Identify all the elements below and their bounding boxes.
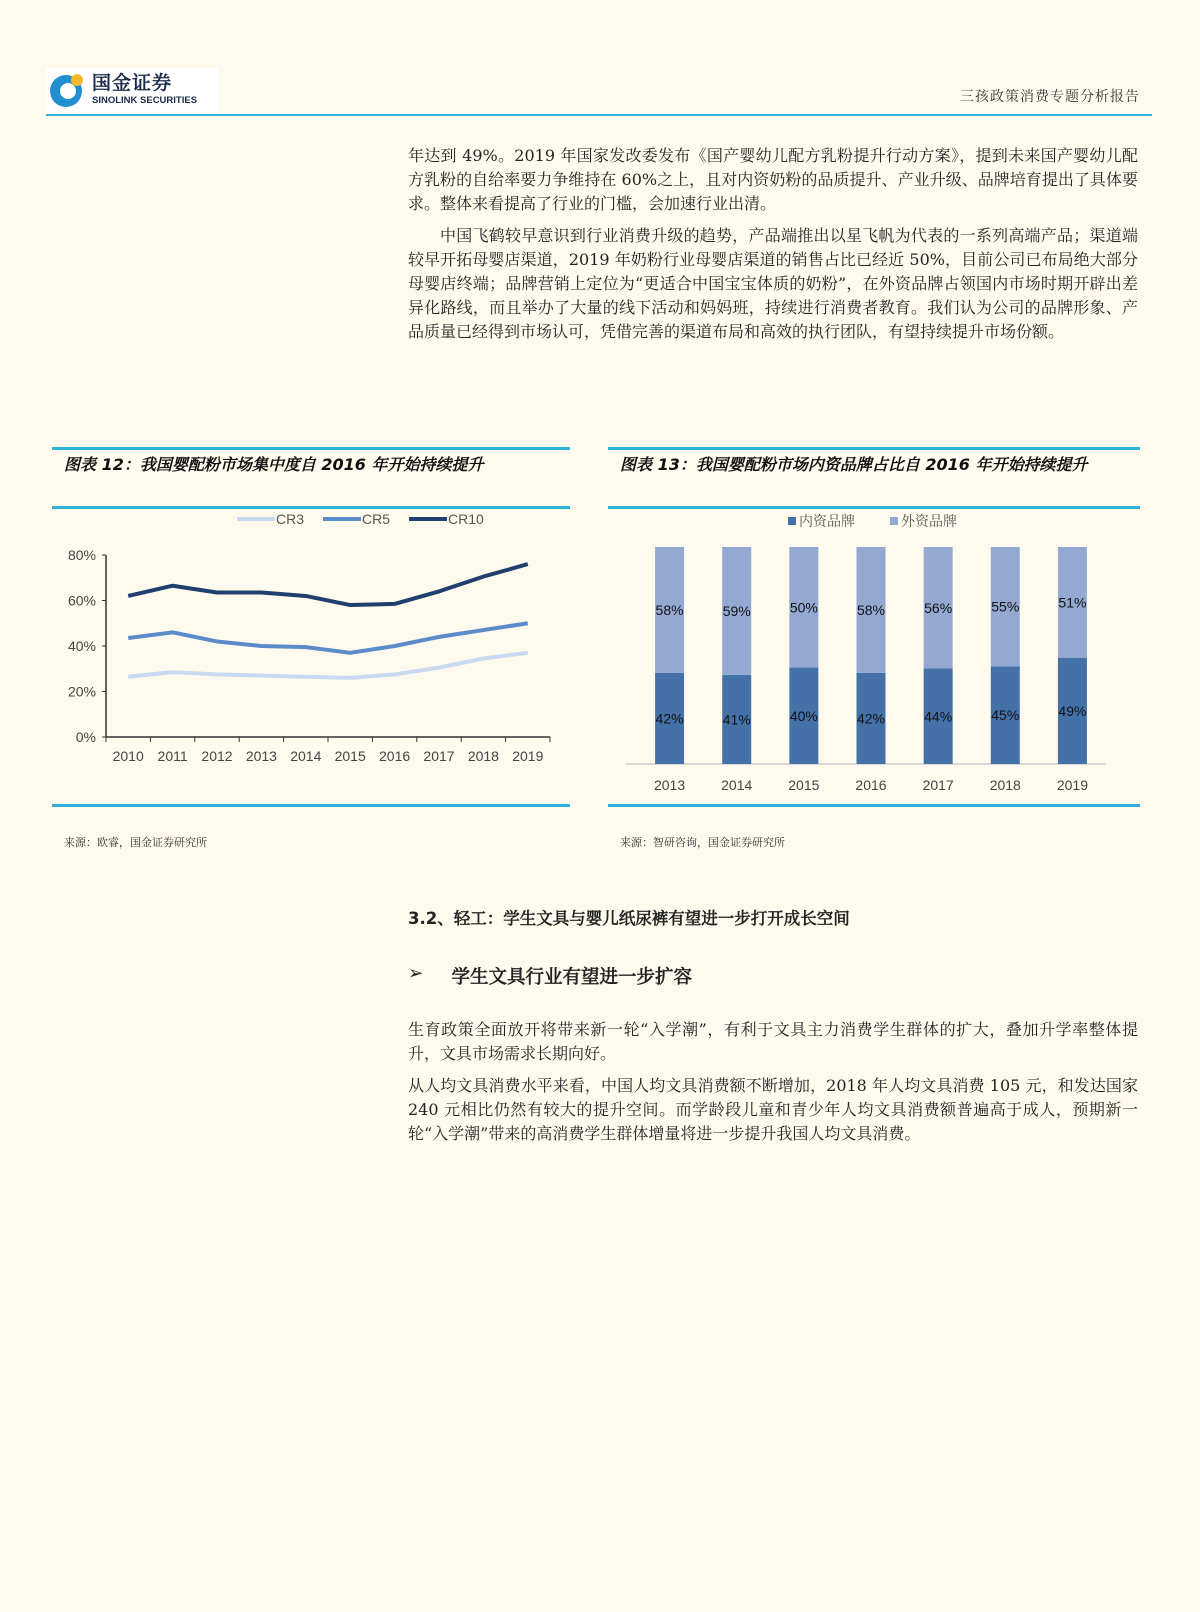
legend-label: CR10 (448, 511, 484, 527)
x-tick-label: 2016 (855, 777, 887, 793)
stacked-bar-chart (608, 510, 1140, 810)
header-divider (46, 114, 1152, 116)
series-line-cr3 (128, 653, 528, 678)
data-label: 41% (722, 711, 751, 728)
figure-12-title: 图表 12：我国婴配粉市场集中度自 2016 年开始持续提升 (64, 455, 484, 474)
report-title: 三孩政策消费专题分析报告 (960, 89, 1140, 105)
data-label: 44% (924, 708, 953, 725)
figure-13-title: 图表 13：我国婴配粉市场内资品牌占比自 2016 年开始持续提升 (620, 455, 1088, 474)
y-tick-label: 40% (67, 638, 96, 654)
legend-label: 内资品牌 (799, 513, 855, 529)
x-tick-label: 2010 (112, 748, 144, 764)
x-tick-label: 2014 (721, 777, 753, 793)
data-label: 45% (991, 707, 1020, 724)
paragraph: 中国飞鹤较早意识到行业消费升级的趋势，产品端推出以星飞帆为代表的一系列高端产品；渠道端较早开拓母婴店渠道，2019 年奶粉行业母婴店渠道的销售占比已经近 50%，目前公司已布局绝大部分母婴店终端；品牌营销上定位为“更适合中国宝宝体质的奶粉”，在外资品牌占领国内市场时期开辟出差异化路线，而且举办了大量的线下活动和妈妈班，持续进行消费者教育。我们认为公司的品牌形象、产品质量已经得到市场认可，凭借完善的渠道布局和高效的执行团队，有望持续提升市场份额。 (408, 226, 1138, 341)
x-tick-label: 2015 (788, 777, 820, 793)
figure-rule (608, 506, 1140, 509)
data-label: 40% (789, 707, 818, 724)
data-label: 51% (1058, 594, 1087, 611)
paragraph: 生育政策全面放开将带来新一轮“入学潮”，有利于文具主力消费学生群体的扩大，叠加升学率整体提升，文具市场需求长期向好。 (408, 1020, 1138, 1063)
x-tick-label: 2014 (290, 748, 322, 764)
body-text-bottom (408, 1018, 1138, 1154)
data-label: 49% (1058, 702, 1087, 719)
legend-label: 外资品牌 (901, 513, 957, 529)
line-chart (52, 510, 570, 770)
x-tick-label: 2016 (379, 748, 411, 764)
data-label: 58% (655, 601, 684, 618)
figure-top-rule (608, 447, 1140, 450)
x-tick-label: 2011 (157, 748, 188, 764)
legend-swatch (788, 517, 796, 525)
legend-swatch (890, 517, 898, 525)
subheading-text: 学生文具行业有望进一步扩容 (451, 967, 693, 988)
section-heading: 3.2、轻工：学生文具与婴儿纸尿裤有望进一步打开成长空间 (408, 909, 850, 928)
data-label: 58% (856, 601, 886, 618)
subheading (408, 963, 692, 989)
legend-label: CR5 (362, 511, 391, 527)
x-tick-label: 2019 (512, 748, 544, 764)
data-label: 42% (655, 710, 684, 727)
data-label: 56% (924, 599, 953, 616)
legend-label: CR3 (276, 511, 305, 527)
logo-icon (48, 71, 86, 109)
y-tick-label: 80% (67, 547, 96, 563)
data-label: 59% (722, 603, 751, 620)
x-tick-label: 2019 (1056, 777, 1089, 793)
figure-12-source: 来源：欧睿，国金证券研究所 (64, 836, 207, 849)
data-label: 55% (991, 598, 1020, 615)
y-tick-label: 60% (67, 592, 96, 609)
x-tick-label: 2018 (467, 748, 499, 764)
paragraph: 年达到 49%。2019 年国家发改委发布《国产婴幼儿配方乳粉提升行动方案》，提到未来国产婴幼儿配方乳粉的自给率要力争维持在 60%之上，且对内资奶粉的品质提升、产业升级、品牌培育提出了具体要求。整体来看提高了行业的门槛，会加速行业出清。 (408, 146, 1138, 213)
figure-top-rule (52, 447, 570, 450)
figure-rule (52, 506, 570, 509)
figure-bottom-rule (608, 804, 1140, 807)
bullet-arrow-icon: ➢ (408, 963, 424, 984)
logo-cn: 国金证券 (92, 72, 173, 95)
x-tick-label: 2018 (989, 777, 1021, 793)
paragraph: 从人均文具消费水平来看，中国人均文具消费额不断增加，2018 年人均文具消费 105 元，和发达国家 240 元相比仍然有较大的提升空间。而学龄段儿童和青少年人均文具消费额普遍高于成人，预期新一轮“入学潮”带来的高消费学生群体增量将进一步提升我国人均文具消费。 (408, 1076, 1138, 1143)
x-tick-label: 2015 (334, 748, 366, 764)
y-tick-label: 20% (67, 683, 96, 700)
figure-bottom-rule (52, 804, 570, 807)
y-tick-label: 0% (75, 729, 96, 745)
logo-en: SINOLINK SECURITIES (92, 95, 198, 107)
x-tick-label: 2012 (201, 748, 233, 764)
company-logo (46, 68, 218, 112)
series-line-cr10 (128, 564, 528, 605)
x-tick-label: 2013 (245, 748, 277, 764)
data-label: 50% (789, 599, 818, 616)
series-line-cr5 (128, 623, 528, 653)
x-tick-label: 2013 (653, 777, 686, 793)
figure-13-source: 来源：智研咨询，国金证券研究所 (620, 836, 785, 849)
x-tick-label: 2017 (922, 777, 954, 793)
body-text-top (408, 144, 1138, 352)
data-label: 42% (856, 710, 886, 727)
x-tick-label: 2017 (423, 748, 455, 764)
